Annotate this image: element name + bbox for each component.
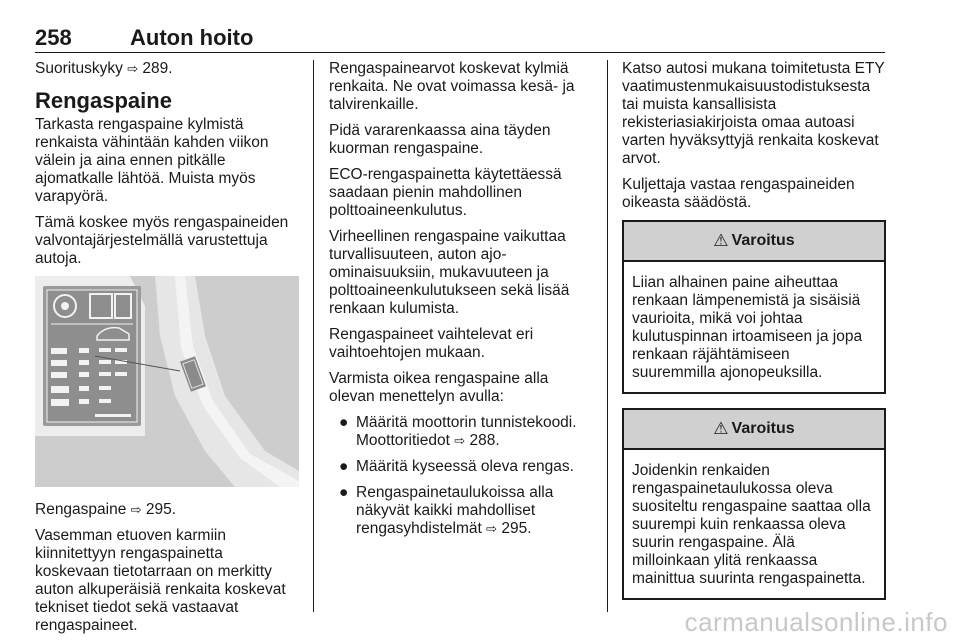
warning-text: Joidenkin renkaiden rengaspainetaulukossa oleva suositeltu rengaspaine saattaa olla suurempi kuin renkaassa oleva suurin rengaspaine. Älä milloinkaan ylitä renkaassa mainittua suurinta rengaspainetta. xyxy=(632,462,871,587)
figure-caption: Rengaspaine ⇨ 295. xyxy=(35,501,177,518)
warning-box xyxy=(622,408,886,600)
list-item: ● Määritä kyseessä oleva rengas. xyxy=(339,458,574,475)
paragraph: Pidä vararenkaassa aina täyden kuorman rengaspaine. xyxy=(329,122,551,157)
warning-header xyxy=(624,410,884,450)
list-item: ● Määritä moottorin tunnistekoodi. Moottoritiedot ⇨ 288. xyxy=(339,414,577,449)
column-divider xyxy=(607,60,608,612)
reference-arrow-icon: ⇨ xyxy=(127,61,139,76)
procedure-list xyxy=(329,414,593,538)
bullet-icon: ● xyxy=(339,458,349,475)
page-reference[interactable]: 288. xyxy=(469,432,500,449)
page-reference[interactable]: 289. xyxy=(142,60,173,77)
page-header xyxy=(35,26,885,53)
column-divider xyxy=(313,60,314,612)
page-reference[interactable]: 295. xyxy=(145,501,177,518)
paragraph: Kuljettaja vastaa rengaspaineiden oikeasta säädöstä. xyxy=(622,176,855,211)
reference-arrow-icon: ⇨ xyxy=(486,521,498,536)
warning-title: Varoitus xyxy=(731,232,795,249)
column-3 xyxy=(622,60,886,614)
bullet-icon: ● xyxy=(339,414,349,431)
paragraph: ECO-rengaspainetta käytettäessä saadaan pienin mahdollinen polttoaineenkulutus. xyxy=(329,166,562,219)
warning-icon: ⚠ xyxy=(713,231,729,250)
column-1 xyxy=(35,60,299,643)
paragraph: Vasemman etuoven karmiin kiinnitettyyn rengaspainetta koskevaan tietotarraan on merkitty auton alkuperäisiä renkaita koskevat tekniset tiedot sekä vastaavat rengaspaineet. xyxy=(35,527,286,634)
tire-pressure-label-figure xyxy=(35,276,299,487)
warning-text: Liian alhainen paine aiheuttaa renkaan lämpenemistä ja sisäisiä vaurioita, mikä voi johtaa kulutuspinnan irtoamiseen ja jopa renkaan räjähtämiseen suuremmilla ajonopeuksilla. xyxy=(632,274,863,381)
page-number: 258 xyxy=(35,25,72,50)
paragraph: Virheellinen rengaspaine vaikuttaa turvallisuuteen, auton ajo-ominaisuuksiin, mukavuuteen ja polttoaineenkulutukseen sekä lisää renkaan kulumista. xyxy=(329,228,570,317)
paragraph: Tämä koskee myös rengaspaineiden valvontajärjestelmällä varustettuja autoja. xyxy=(35,214,289,267)
paragraph: Rengaspaineet vaihtelevat eri vaihtoehtojen mukaan. xyxy=(329,326,534,361)
door-frame-illustration xyxy=(35,276,299,487)
section-title: Auton hoito xyxy=(130,25,254,50)
warning-title: Varoitus xyxy=(731,420,795,437)
section-heading: Rengaspaine xyxy=(35,88,172,113)
intro-line: Suorituskyky ⇨ 289. xyxy=(35,60,173,77)
warning-box xyxy=(622,220,886,394)
watermark: carmanualsonline.info xyxy=(684,607,948,637)
warning-icon: ⚠ xyxy=(713,419,729,438)
warning-header xyxy=(624,222,884,262)
reference-arrow-icon: ⇨ xyxy=(454,433,466,448)
paragraph: Katso autosi mukana toimitetusta ETY vaatimustenmukaisuustodistuksesta tai muista kansallisista rekisteriasiakirjoista omaa autoasi varten hyväksyttyjä renkaita koskevat arvot. xyxy=(622,60,885,167)
list-item: ● Rengaspainetaulukoissa alla näkyvät kaikki mahdolliset rengasyhdistelmät ⇨ 295. xyxy=(339,484,554,537)
page-reference[interactable]: 295. xyxy=(501,520,532,537)
paragraph: Tarkasta rengaspaine kylmistä renkaista vähintään kahden viikon välein ja aina ennen pitkälle ajomatkalle lähtöä. Muista myös varapyörä. xyxy=(35,116,269,205)
paragraph: Varmista oikea rengaspaine alla olevan menettelyn avulla: xyxy=(329,370,549,405)
reference-arrow-icon: ⇨ xyxy=(130,502,142,517)
column-2 xyxy=(329,60,593,546)
paragraph: Rengaspainearvot koskevat kylmiä renkaita. Ne ovat voimassa kesä- ja talvirenkaille. xyxy=(329,60,575,113)
bullet-icon: ● xyxy=(339,484,349,501)
